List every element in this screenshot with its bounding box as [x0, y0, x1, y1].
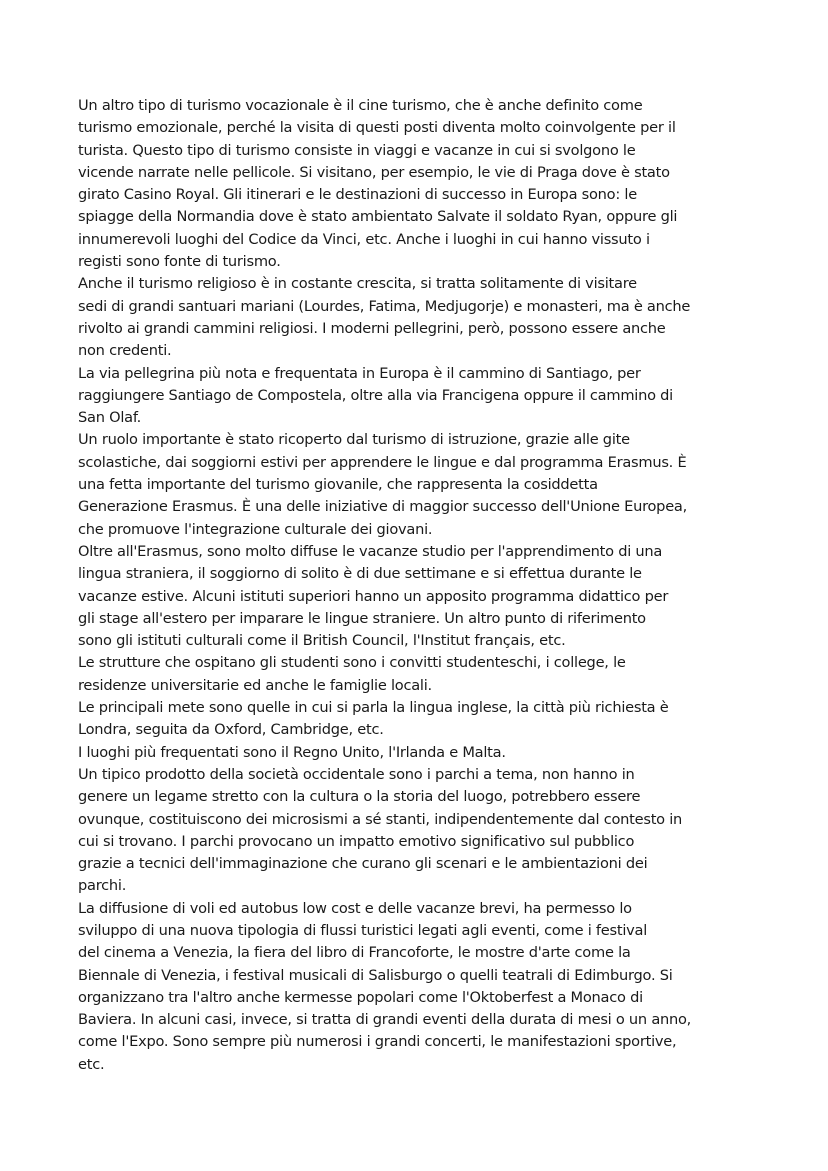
paragraph-theme-parks: Un tipico prodotto della società occidentale sono i parchi a tema, non hanno in genere un legame stretto con la cultura o la storia del luogo, potrebbero essere ovunque, costituiscono dei microsismi a sé stanti, indipendentemente dal contesto in cui si trovano. I parchi provocano un impatto emotivo significativo sul pubblico grazie a tecnici dell'immaginazione che curano gli scenari e le ambientazioni dei parchi. [78, 765, 683, 895]
handwritten-notes-page [78, 95, 750, 1076]
paragraph-frequent-places: I luoghi più frequentati sono il Regno Unito, l'Irlanda e Malta. [78, 743, 506, 761]
paragraph-education-tourism: Un ruolo importante è stato ricoperto dal turismo di istruzione, grazie alle gite scolastiche, dai soggiorni estivi per apprendere le lingue e dal programma Erasmus. È una fetta importante del turismo giovanile, che rappresenta la cosiddetta Generazione Erasmus. È una delle iniziative di maggior successo dell'Unione Europea, che promuove l'integrazione culturale dei giovani. [78, 431, 688, 538]
paragraph-main-destinations: Le principali mete sono quelle in cui si parla la lingua inglese, la città più richiesta è Londra, seguita da Oxford, Cambridge, etc. [78, 699, 669, 739]
paragraph-cine-tourism: Un altro tipo di turismo vocazionale è il cine turismo, che è anche definito come turismo emozionale, perché la visita di questi posti diventa molto coinvolgente per il turista. Questo tipo di turismo consiste in viaggi e vacanze in cui si svolgono le vicende narrate nelle pellicole. Si visitano, per esempio, le vie di Praga dove è stato girato Casino Royal. Gli itinerari e le destinazioni di successo in Europa sono: le spiagge della Normandia dove è stato ambientato Salvate il soldato Ryan, oppure gli innumerevoli luoghi del Codice da Vinci, etc. Anche i luoghi in cui hanno vissuto i registi sono fonte di turismo. [78, 97, 678, 271]
paragraph-study-holidays: Oltre all'Erasmus, sono molto diffuse le vacanze studio per l'apprendimento di una lingua straniera, il soggiorno di solito è di due settimane e si effettua durante le vacanze estive. Alcuni istituti superiori hanno un apposito programma didattico per gli stage all'estero per imparare le lingue straniere. Un altro punto di riferimento sono gli istituti culturali come il British Council, l'Institut français, etc. [78, 542, 669, 650]
paragraph-events-tourism: La diffusione di voli ed autobus low cost e delle vacanze brevi, ha permesso lo sviluppo di una nuova tipologia di flussi turistici legati agli eventi, come i festival del cinema a Venezia, la fiera del libro di Francoforte, le mostre d'arte come la Biennale di Venezia, i festival musicali di Salisburgo o quelli teatrali di Edimburgo. Si organizzano tra l'altro anche kermesse popolari come l'Oktoberfest a Monaco di Baviera. In alcuni casi, invece, si tratta di grandi eventi della durata di mesi o un anno, come l'Expo. Sono sempre più numerosi i grandi concerti, le manifestazioni sportive, etc. [78, 899, 692, 1073]
paragraph-student-housing: Le strutture che ospitano gli studenti sono i convitti studenteschi, i college, le residenze universitarie ed anche le famiglie locali. [78, 654, 626, 694]
paragraph-santiago: La via pellegrina più nota e frequentata in Europa è il cammino di Santiago, per raggiungere Santiago de Compostela, oltre alla via Francigena oppure il cammino di San Olaf. [78, 364, 673, 427]
paragraph-religious-tourism: Anche il turismo religioso è in costante crescita, si tratta solitamente di visitare sedi di grandi santuari mariani (Lourdes, Fatima, Medjugorje) e monasteri, ma è anche rivolto ai grandi cammini religiosi. I moderni pellegrini, però, possono essere anche non credenti. [78, 275, 691, 360]
